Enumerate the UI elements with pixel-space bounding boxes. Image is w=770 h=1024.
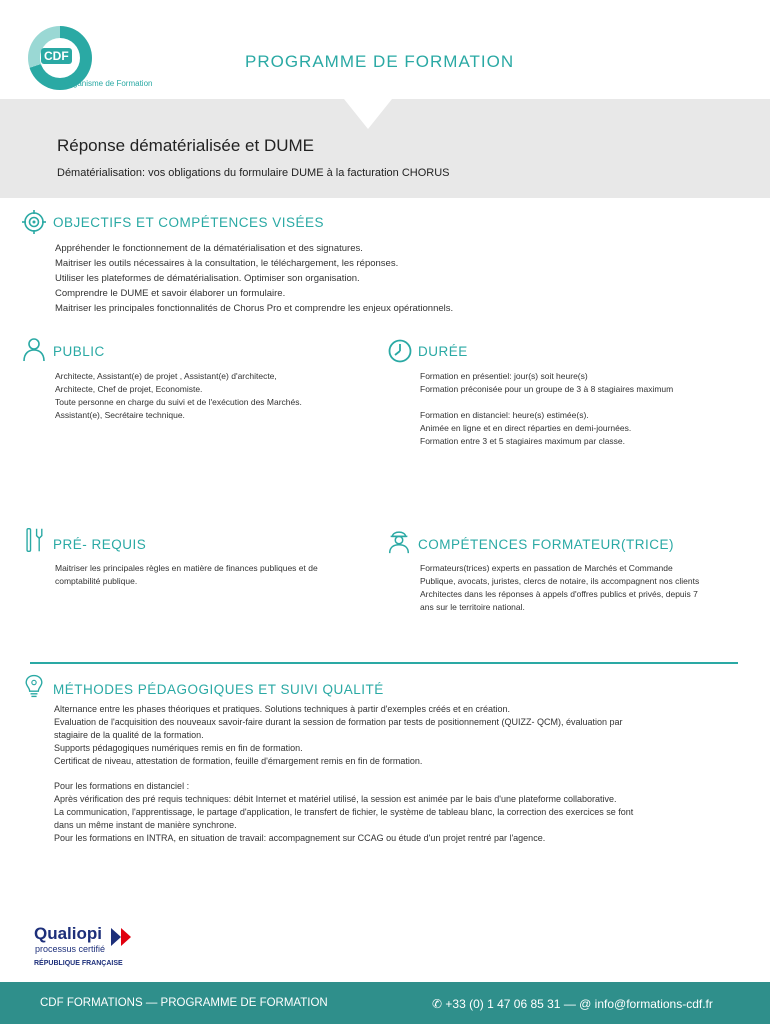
duree-line: Formation en distanciel: heure(s) estimée(s). [420,410,589,420]
tools-icon [21,527,47,553]
person-icon [21,336,47,362]
public-line: Architecte, Chef de projet, Economiste. [55,384,203,394]
prerequis-title: PRÉ- REQUIS [53,537,147,552]
objectifs-list [55,241,453,316]
prerequis-list [55,562,318,588]
public-list [55,370,302,422]
objectif-line: Appréhender le fonctionnement de la dématérialisation et des signatures. [55,243,363,254]
public-line: Assistant(e), Secrétaire technique. [55,410,185,420]
methode-line: La communication, l'apprentissage, le partage d'application, le transfert de fichier, le système de tableau blanc, la correction des exercices se font [54,807,634,817]
methode-line: Pour les formations en distanciel : [54,781,190,791]
competences-title: COMPÉTENCES FORMATEUR(TRICE) [418,537,674,552]
objectif-line: Utiliser les plateformes de dématérialisation. Optimiser son organisation. [55,273,360,284]
clock-icon [387,338,413,364]
trainer-icon [386,528,412,554]
methodes-list-b [54,780,633,845]
lightbulb-icon [21,673,47,699]
qualiopi-subtitle: processus certifié [35,944,106,954]
band-notch [344,99,392,129]
competence-line: Formateurs(trices) experts en passation de Marchés et Commande [420,563,673,573]
duree-line: Formation en présentiel: jour(s) soit heure(s) [420,371,588,381]
methode-line: Pour les formations en INTRA, en situation de travail: accompagnement sur CCAG ou étude d'un projet rentré par l'agence. [54,833,546,843]
methode-line: Après vérification des pré requis techniques: débit Internet et matériel utilisé, la session est animée par le bais d'une plateforme collaborative. [54,794,617,804]
org-subtitle: Organisme de Formation [64,79,153,88]
qualiopi-logo: Qualiopi [34,924,102,943]
competence-line: Architectes dans les réponses à appels d'offres publics et privés, depuis 7 [420,589,698,599]
competences-list [420,562,699,614]
duree-title: DURÉE [418,344,468,359]
methode-line: Alternance entre les phases théoriques et pratiques. Solutions techniques à partir d'exemples créés et en création. [54,704,510,714]
public-line: Toute personne en charge du suivi et de l'exécution des Marchés. [55,397,302,407]
objectifs-title: OBJECTIFS ET COMPÉTENCES VISÉES [53,215,325,230]
duree-distanciel [420,409,631,448]
objectif-line: Comprendre le DUME et savoir élaborer un formulaire. [55,288,286,299]
target-icon [21,209,47,235]
duree-line: Animée en ligne et en direct réparties en demi-journées. [420,423,632,433]
program-title: PROGRAMME DE FORMATION [245,52,515,71]
methode-line: stagiaire de la qualité de la formation. [54,730,204,740]
duree-presentiel [420,370,673,396]
methode-line: Evaluation de l'acquisition des nouveaux savoir-faire durant la session de formation par tests de positionnement (QUIZZ- QCM), évaluation par [54,717,623,727]
qualiopi-arrows-icon [111,926,137,948]
objectif-line: Maitriser les outils nécessaires à la consultation, le téléchargement, les réponses. [55,258,399,269]
footer-contact[interactable]: ✆ +33 (0) 1 47 06 85 31 — @ info@formations-cdf.fr [432,997,713,1011]
methodes-list-a [54,703,623,768]
republique-francaise: RÉPUBLIQUE FRANÇAISE [34,960,123,967]
competence-line: Publique, avocats, juristes, clercs de notaire, ils accompagnent nos clients [420,576,700,586]
course-subtitle: Dématérialisation: vos obligations du formulaire DUME à la facturation CHORUS [57,167,450,179]
competence-line: ans sur le territoire national. [420,602,525,612]
duree-line: Formation entre 3 et 5 stagiaires maximum par classe. [420,436,626,446]
methode-line: Supports pédagogiques numériques remis en fin de formation. [54,743,303,753]
prerequis-line: Maitriser les principales règles en matière de finances publiques et de [55,563,318,573]
prerequis-line: comptabilité publique. [55,576,138,586]
course-title: Réponse dématérialisée et DUME [57,136,315,155]
public-line: Architecte, Assistant(e) de projet , Assistant(e) d'architecte, [55,371,277,381]
methodes-title: MÉTHODES PÉDAGOGIQUES ET SUIVI QUALITÉ [53,682,384,697]
section-divider [30,662,738,664]
objectif-line: Maitriser les principales fonctionnalités de Chorus Pro et comprendre les enjeux opérationnels. [55,303,454,314]
methode-line: dans un même instant de manière synchrone. [54,820,237,830]
logo-text: CDF [41,48,72,64]
methode-line: Certificat de niveau, attestation de formation, feuille d'émargement remis en fin de formation. [54,756,423,766]
footer-left-text: CDF FORMATIONS — PROGRAMME DE FORMATION [40,997,328,1009]
public-title: PUBLIC [53,344,105,359]
duree-line: Formation préconisée pour un groupe de 3 à 8 stagiaires maximum [420,384,674,394]
